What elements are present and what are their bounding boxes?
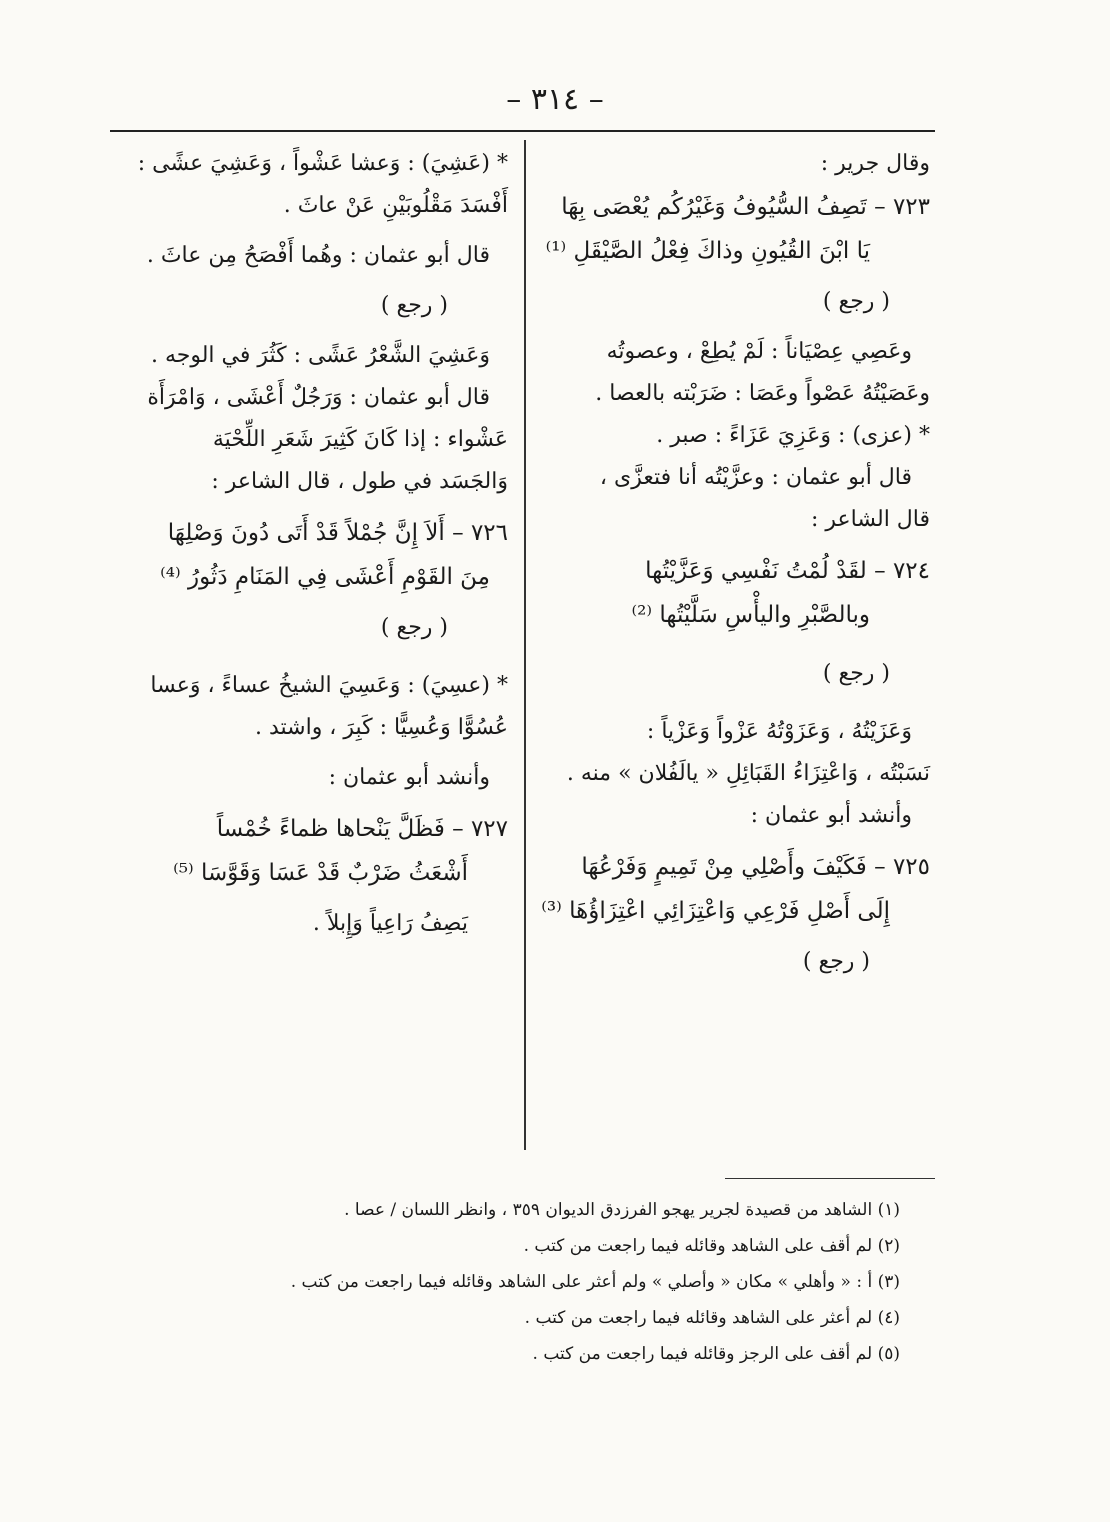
rajaz-marker: ( رجع ) (380, 615, 448, 640)
text-line: وقال جرير : (820, 151, 930, 176)
footnote-2: (٢) لم أقف على الشاهد وقائله فيما راجعت من كتب . (523, 1236, 900, 1256)
text-line: وَعَزَيْتُهُ ، وَعَزَوْتُهُ عَزْواً وَعَزْياً : (646, 719, 912, 744)
right-column (541, 150, 930, 976)
text-line: وأنشد أبو عثمان : (750, 803, 912, 828)
left-column (112, 150, 508, 938)
footnote-3: (٣) أ : « وأهلي » مكان « وأصلي » ولم أعثر على الشاهد وقائله فيما راجعت من كتب . (290, 1272, 900, 1292)
verse-726-first-hemistich: ٧٢٦ – أَلاَ إِنَّ جُمْلاً قَدْ أَتَى دُونَ وَصْلِهَا (167, 520, 508, 546)
verse-726-second-hemistich: مِنَ القَوْمِ أَعْشَى فِي المَنَامِ دَثُورُ ⁽⁴⁾ (160, 564, 490, 590)
verse-725-first-hemistich: ٧٢٥ – فَكَيْفَ وأَصْلِي مِنْ تَمِيمٍ وَفَرْعُهَا (581, 854, 930, 880)
footnote-4: (٤) لم أعثر على الشاهد وقائله فيما راجعت من كتب . (524, 1308, 900, 1328)
header-rule (110, 130, 935, 132)
verse-723-second-hemistich: يَا ابْنَ القُيُونِ وذاكَ فِعْلُ الصَّيْقَلِ ⁽¹⁾ (545, 238, 870, 264)
text-line: وَالجَسَد في طول ، قال الشاعر : (211, 469, 508, 494)
page-number: – ٣١٤ – (506, 82, 604, 117)
text-line: عَشْواء : إذا كَانَ كَثِيرَ شَعَرِ اللِّحْيَة (212, 427, 508, 452)
column-divider (524, 140, 526, 1150)
verse-727-first-hemistich: ٧٢٧ – فَظَلَّ يَنْحاها ظماءً خُمْساً (216, 816, 508, 842)
text-line: وعَصِي عِصْيَاناً : لَمْ يُطِعْ ، وعصوتُه (606, 339, 912, 364)
text-line: * (عسِيَ) : وَعَسِيَ الشيخُ عساءً ، وَعسا (150, 673, 508, 698)
footnote-5: (٥) لم أقف على الرجز وقائله فيما راجعت من كتب . (532, 1344, 900, 1364)
text-line: وَعَشِيَ الشَّعْرُ عَشًى : كَثُرَ في الوجه . (150, 343, 490, 368)
rajaz-marker: ( رجع ) (802, 949, 870, 974)
text-line: أَفْسَدَ مَقْلُوبَيْنِ عَنْ عاثَ . (283, 193, 508, 218)
text-line: * (عزى) : وَعَزِيَ عَزَاءً : صبر . (656, 423, 930, 448)
text-line: نَسَبْتُه ، وَاعْتِزَاءُ القَبَائِلِ « يالَفُلان » منه . (566, 761, 930, 786)
text-line: قال الشاعر : (810, 507, 930, 532)
rajaz-marker: ( رجع ) (822, 661, 890, 686)
text-line: عُسُوًّا وَعُسِيًّا : كَبِرَ ، واشتد . (254, 715, 508, 740)
text-line: يَصِفُ رَاعِياً وَإِبلاً . (312, 911, 468, 936)
text-line: قال أبو عثمان : وهُما أَفْصَحُ مِن عاثَ . (146, 243, 490, 268)
footnotes (240, 1192, 900, 1372)
verse-727-second-hemistich: أَشْعَثُ ضَرْبٌ قَدْ عَسَا وَقَوَّسَا ⁽⁵⁾ (173, 860, 468, 886)
footnote-1: (١) الشاهد من قصيدة لجرير يهجو الفرزدق الديوان ٣٥٩ ، وانظر اللسان / عصا . (344, 1200, 900, 1220)
text-line: قال أبو عثمان : وَرَجُلٌ أَعْشَى ، وَامْرَأَة (147, 385, 490, 410)
rajaz-marker: ( رجع ) (822, 289, 890, 314)
verse-724-second-hemistich: وبالصَّبْرِ واليأْسِ سَلَّيْتُها ⁽²⁾ (631, 602, 870, 628)
rajaz-marker: ( رجع ) (380, 293, 448, 318)
text-line: وأنشد أبو عثمان : (328, 765, 490, 790)
verse-723-first-hemistich: ٧٢٣ – تَصِفُ السُّيُوفُ وَغَيْرُكُم يُعْصَى بِهَا (561, 194, 930, 220)
text-line: قال أبو عثمان : وعزَّيْتُه أنا فتعزَّى ، (599, 465, 912, 490)
verse-724-first-hemistich: ٧٢٤ – لقَدْ لُمْتُ نَفْسِي وَعَزَّيْتُها (645, 558, 930, 584)
text-line: وعَصَيْتُهُ عَصْواً وعَصَا : ضَرَبْته بالعصا . (595, 381, 930, 406)
verse-725-second-hemistich: إِلَى أَصْلِ فَرْعِي وَاعْتِزَائِي اعْتِزَاؤُهَا ⁽³⁾ (541, 898, 890, 924)
footnote-rule (725, 1178, 935, 1179)
text-line: * (عَشِيَ) : وَعشا عَشْواً ، وَعَشِيَ عشًى : (137, 151, 508, 176)
